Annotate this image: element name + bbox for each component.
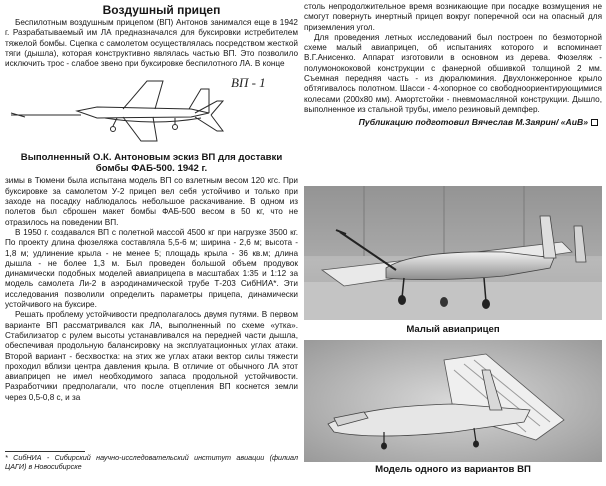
author-credit-text: Публикацию подготовил Вячеслав М.Заярин/ «АиВ» (358, 117, 588, 128)
footnote: * СибНИА - Сибирский научно-исследовательский институт авиации (филиал ЦАГИ) в Новосибирске (5, 453, 298, 471)
photo-small-trailer (304, 186, 602, 320)
photo-model-variant-image (304, 340, 602, 462)
sketch-caption: Выполненный О.К. Антоновым эскиз ВП для доставки бомбы ФАБ-500. 1942 г. (20, 152, 283, 175)
end-mark-icon (591, 119, 598, 126)
photo-top-caption: Малый авиаприцеп (406, 324, 500, 335)
left-column (5, 2, 298, 403)
author-credit (304, 117, 602, 127)
left-paragraph-1: зимы в Тюмени была испытана модель ВП со взлетным весом 120 кгс. При буксировке за самолетом У-2 прицеп вел себя устойчиво и только при заходе на посадку наблюдалось небольшое раскачивание. В одном из полетов был сброшен макет бомбы ФАБ-500 весом в 50 кг, что не отразилось на поведении ВП. (5, 176, 298, 227)
photo-small-trailer-image (304, 186, 602, 320)
sketch-figure (5, 71, 298, 151)
right-column (304, 2, 602, 127)
right-paragraph-2: Для проведения летных исследований был построен по безмоторной схеме малый авиаприцеп, об испытаниях которого и вспоминает В.Г.Анисенко. Аппарат изготовили в основном из дерева. Фюзеляж - полумонококовой конструкции с фанерной обшивкой толщиной 2 мм. Съемная передняя часть - из дюралюминия. Двухлонжеронное крыло обтягивалось полотном. Шасси - 4-хопорное со свободноориентирующимися колесами (200х80 мм). Амортстойки - пневмомасляной конструкции. Дышло, выполненное из стальной трубы, имело резиновый демпфер. (304, 32, 602, 114)
article-title: Воздушный прицеп (102, 3, 221, 17)
left-paragraph-3: Решать проблему устойчивости предполагалось двумя путями. В первом варианте ВП рассматривался как ЛА, выполненный по схеме «утка». Стабилизатор с рулем высоты устанавливался на передней части дышла, обеспечивая продольную балансировку на эксплуатационных углах атаки. Второй вариант - бесхвостка: на этих же углах атаки вектор силы тяжести проходил вблизи центра давления крыла. В отличие от обычного ЛА этот авиаприцеп не имел необходимого запаса продольной устойчивости. Разработчики предполагали, что после отцепления ВП коснется земли через 0,5-0,8 с, и за (5, 310, 298, 402)
footnote-rule (5, 451, 85, 452)
photo-bottom-caption: Модель одного из вариантов ВП (375, 464, 531, 475)
left-paragraph-2: В 1950 г. создавался ВП с полетной массой 4500 кг при нагрузке 3500 кг. По проекту длина фюзеляжа составляла 5,5-6 м; ширина - 2,6 м; высота - 1,8 м; удлинение крыла - не менее 5; площадь крыла - 36 кв.м; длина дышла - не более 1,3 м. Был проведен большой объем продувок динамически подобных моделей авиаприцепа в масштабах 1:35 и 1:12 за модель самолета Ли-2 в аэродинамической трубе Т-203 СибНИА*. Эти исследования позволили определить параметры прицепа, динамически устойчивого на буксире. (5, 227, 298, 310)
sketch-label: ВП - 1 (231, 75, 266, 91)
right-paragraph-1: столь непродолжительное время возникающие при посадке возмущения не смогут повернуть инертный прицеп вокруг поперечной оси на опасный для приземления угол. (304, 2, 602, 32)
photo-model-variant (304, 340, 602, 462)
intro-paragraph: Беспилотным воздушным прицепом (ВП) Антонов занимался еще в 1942 г. Разрабатываемый им ЛА предназначался для буксировки истребителем тяжелой бомбы. Сцепка с самолетом осуществлялась посредством жесткой тяги (дышла), которая конструктивно являлась частью ВП. Это позволило исключить трос - слабое звено при буксировке беспилотного ЛА. В конце (5, 18, 298, 69)
